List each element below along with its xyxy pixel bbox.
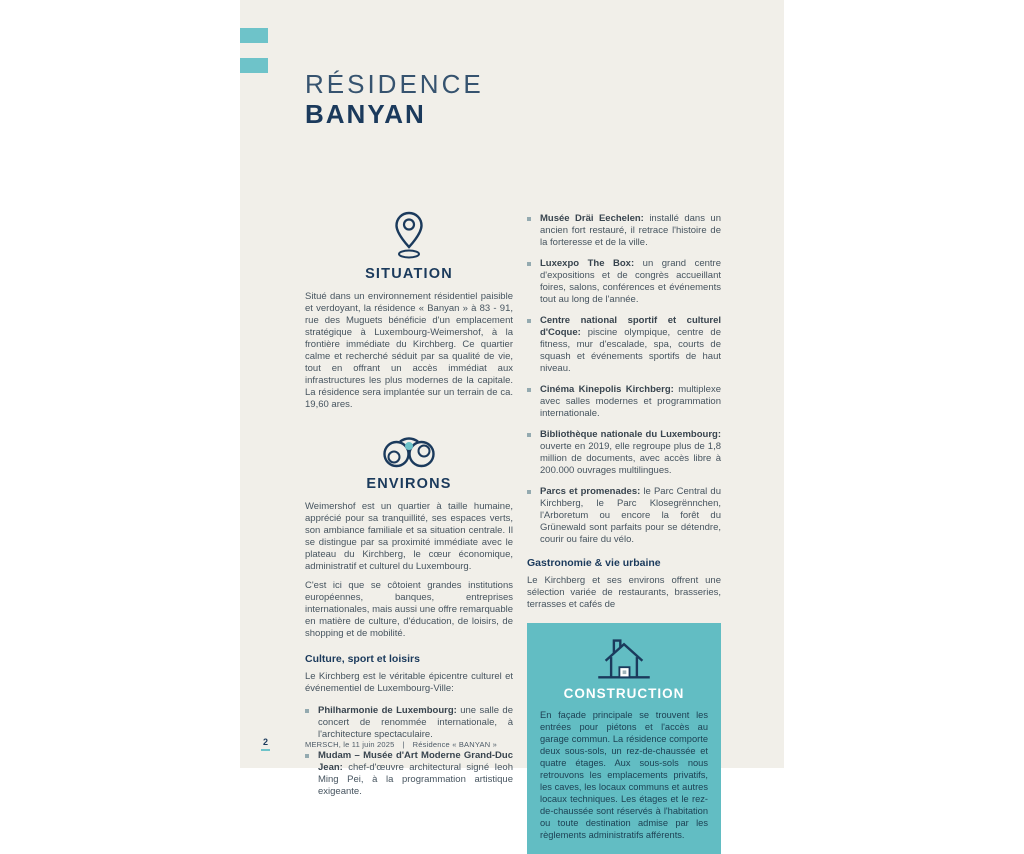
footer-date: MERSCH, le 11 juin 2025 (305, 740, 395, 749)
gastronomie-heading: Gastronomie & vie urbaine (527, 557, 661, 569)
accent-square-top (240, 28, 268, 43)
list-item-text: multiplexe avec salles modernes et programmation internationale. (540, 384, 721, 419)
bullet-square-icon (527, 388, 531, 392)
list-item-label: Bibliothèque nationale du Luxembourg: (540, 429, 721, 440)
list-item-label: Luxexpo The Box: (540, 258, 635, 269)
list-item-text: chef-d'œuvre architectural signé Ieoh Ming Pei, à la programmation artistique exigeante. (318, 762, 513, 797)
house-icon (595, 635, 653, 652)
list-item (305, 705, 513, 741)
page-title (305, 69, 484, 129)
list-item-text: une salle de concert de renommée internationale, à l'architecture spectaculaire. (318, 705, 513, 740)
construction-box (527, 623, 721, 854)
situation-heading: SITUATION (365, 266, 453, 282)
list-item-text: piscine olympique, centre de fitness, mur d'escalade, spa, courts de squash et événements sportifs de haut niveau. (540, 327, 721, 374)
list-item (527, 315, 721, 375)
binoculars-icon (382, 433, 436, 450)
list-item-text: un grand centre d'expositions et de congrès accueillant foires, salons, conférences et événements tout au long de l'année. (540, 258, 722, 305)
list-item (305, 750, 513, 798)
list-item (527, 213, 721, 249)
footer-separator: | (402, 740, 405, 749)
bullet-square-icon (305, 709, 309, 713)
bullet-square-icon (527, 490, 531, 494)
bullet-square-icon (527, 217, 531, 221)
right-column (527, 213, 721, 854)
left-column (305, 211, 513, 807)
page-number: 2 (261, 737, 270, 751)
construction-paragraph: En façade principale se trouvent les entrées pour piétons et l'accès au garage commun. La résidence comporte deux sous-sols, un rez-de-chaussée et quatre étages. Aux sous-sols nous retrouvons les emplacements privatifs, les caves, les locaux communs et autres locaux techniques. Les étages et le rez-de-chaussée sont réservés à l'habitation ou toute destination admise par les règlements administratifs afférents. (540, 710, 708, 840)
construction-heading: CONSTRUCTION (563, 686, 685, 701)
list-item-text: le Parc Central du Kirchberg, le Parc Klosegrënnchen, l'Arboretum ou encore la forêt du Grünewald sont parfaits pour se détendre, courir ou faire du vélo. (540, 486, 721, 545)
list-item-label: Philharmonie de Luxembourg: (318, 705, 457, 716)
list-item-label: Mudam – Musée d'Art Moderne Grand-Duc Jean: (318, 750, 513, 773)
footer-doc-name: Résidence « BANYAN » (412, 740, 497, 749)
construction-icon-wrap (540, 635, 708, 681)
gastronomie-paragraph: Le Kirchberg et ses environs offrent une sélection variée de restaurants, brasseries, terrasses et cafés de (527, 575, 721, 610)
culture-intro: Le Kirchberg est le véritable épicentre culturel et événementiel de Luxembourg-Ville: (305, 671, 513, 694)
list-item-label: Parcs et promenades: (540, 486, 641, 497)
environs-paragraph-2: C'est ici que se côtoient grandes institutions européennes, banques, entreprises internationales, mais aussi une offre remarquable en matière de culture, d'éducation, de loisirs, de shopping et de mobilité. (305, 580, 513, 639)
title-banyan: BANYAN (305, 99, 426, 129)
situation-paragraph: Situé dans un environnement résidentiel paisible et verdoyant, la résidence « Banyan » à 83 - 91, rue des Muguets bénéficie d'un emplacement stratégique à Luxembourg-Weimershof, à la frontière immédiate du Kirchberg. Ce quartier calme et recherché séduit par sa qualité de vie, tout en offrant un accès immédiat aux infrastructures les plus modernes de la capitale. La résidence sera implantée sur un terrain de ca. 19,60 ares. (305, 291, 513, 410)
culture-heading: Culture, sport et loisirs (305, 653, 420, 665)
list-item-label: Cinéma Kinepolis Kirchberg: (540, 384, 674, 395)
bullet-square-icon (305, 754, 309, 758)
accent-square-bottom (240, 58, 268, 73)
list-item (527, 258, 721, 306)
situation-icon-wrap (305, 211, 513, 259)
environs-heading: ENVIRONS (366, 476, 452, 492)
document-page (240, 0, 784, 840)
environs-paragraph-1: Weimershof est un quartier à taille humaine, apprécié pour sa tranquillité, ses espaces verts, son ambiance familiale et sa situation centrale. Il se distingue par sa proximité immédiate avec le plateau du Kirchberg, le cœur économique, administratif et culturel du Luxembourg. (305, 501, 513, 572)
bullet-square-icon (527, 319, 531, 323)
title-residence: RÉSIDENCE (305, 69, 484, 99)
list-item-label: Centre national sportif et culturel d'Coque: (540, 315, 721, 338)
bullet-square-icon (527, 262, 531, 266)
list-item-text: ouverte en 2019, elle regroupe plus de 1,8 million de documents, avec accès libre à 200.000 ouvrages multilingues. (540, 441, 721, 476)
list-item-label: Musée Dräi Eechelen: (540, 213, 644, 224)
list-item-text: installé dans un ancien fort restauré, il retrace l'histoire de la forteresse et de la ville. (540, 213, 721, 248)
list-item (527, 384, 721, 420)
footer-line (305, 740, 497, 749)
list-item (527, 429, 721, 477)
bullet-square-icon (527, 433, 531, 437)
environs-icon-wrap (305, 433, 513, 469)
map-pin-icon (392, 211, 426, 228)
list-item (527, 486, 721, 546)
